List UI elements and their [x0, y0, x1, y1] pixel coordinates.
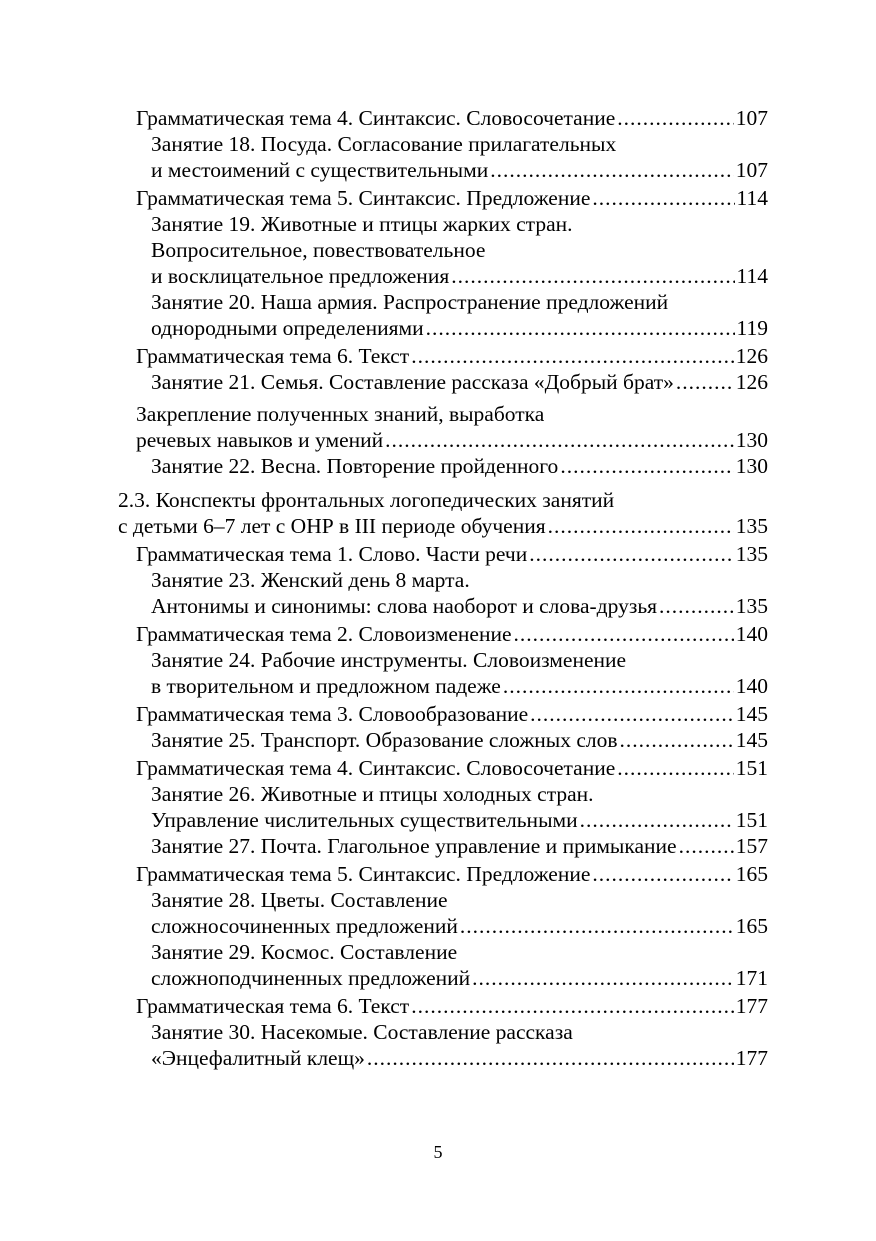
dot-leader — [620, 727, 734, 753]
toc-entry-title-line: и местоимений с существительными — [151, 158, 489, 182]
toc-page-number: 126 — [735, 370, 768, 394]
dot-leader — [548, 513, 734, 539]
dot-leader — [411, 993, 734, 1019]
dot-leader — [472, 965, 734, 991]
dot-leader — [679, 833, 734, 859]
toc-entry-title-line: Грамматическая тема 1. Слово. Части речи — [136, 542, 528, 566]
toc-entry — [136, 185, 768, 211]
dot-leader — [560, 453, 733, 479]
toc-page-number: 130 — [735, 454, 768, 478]
dot-leader — [580, 807, 734, 833]
toc-page-number: 135 — [735, 594, 768, 618]
toc-entry — [151, 781, 768, 833]
toc-entry-title-line: Занятие 23. Женский день 8 марта. — [151, 568, 470, 592]
toc-entry-title-line: Занятие 18. Посуда. Согласование прилагательных — [151, 132, 617, 156]
toc-entry — [151, 833, 768, 859]
toc-page-number: 177 — [735, 994, 768, 1018]
toc-entry — [151, 453, 768, 479]
toc-entry — [136, 993, 768, 1019]
toc-entry-title-line: Занятие 26. Животные и птицы холодных стран. — [151, 782, 594, 806]
dot-leader — [529, 541, 734, 567]
toc-entry — [151, 1019, 768, 1071]
toc-page-number: 107 — [735, 158, 768, 182]
toc-entry-title-line: Грамматическая тема 2. Словоизменение — [136, 622, 512, 646]
toc-entry-title-line: сложносочиненных предложений — [151, 914, 458, 938]
toc-page-number: 145 — [735, 728, 768, 752]
toc-entry-title-line: Занятие 22. Весна. Повторение пройденного — [151, 454, 559, 478]
toc-entry-title-line: Занятие 29. Космос. Составление — [151, 940, 458, 964]
toc-entry-title-line: Занятие 25. Транспорт. Образование сложных слов — [151, 728, 618, 752]
toc-entry-title-line: Занятие 30. Насекомые. Составление рассказа — [151, 1020, 573, 1044]
dot-leader — [592, 861, 733, 887]
toc-entry-title-line: Грамматическая тема 5. Синтаксис. Предложение — [136, 862, 591, 886]
toc-entry — [151, 131, 768, 183]
toc-page-number: 177 — [735, 1046, 768, 1070]
toc-page-number: 140 — [735, 622, 768, 646]
toc-entry — [136, 105, 768, 131]
toc-page-number: 165 — [735, 862, 768, 886]
toc-entry-title-line: Антонимы и синонимы: слова наоборот и слова-друзья — [151, 594, 658, 618]
page-number: 5 — [433, 1142, 443, 1162]
toc-page-number: 151 — [735, 756, 768, 780]
toc-entry — [136, 401, 768, 453]
dot-leader — [503, 673, 734, 699]
toc-page-number: 135 — [735, 514, 768, 538]
toc-entry — [136, 755, 768, 781]
toc-page-number: 135 — [735, 542, 768, 566]
toc-entry-title-line: Грамматическая тема 5. Синтаксис. Предложение — [136, 186, 591, 210]
dot-leader — [426, 315, 735, 341]
dot-leader — [451, 263, 734, 289]
toc-page-number: 165 — [735, 914, 768, 938]
toc-entry-title-line: Грамматическая тема 6. Текст — [136, 994, 410, 1018]
dot-leader — [385, 427, 734, 453]
toc-entry — [151, 289, 768, 341]
dot-leader — [659, 593, 734, 619]
dot-leader — [530, 701, 734, 727]
table-of-contents — [0, 105, 876, 1071]
toc-entry — [151, 887, 768, 939]
toc-entry — [136, 701, 768, 727]
toc-entry-title-line: Занятие 24. Рабочие инструменты. Словоизменение — [151, 648, 627, 672]
toc-entry-title-line: Занятие 27. Почта. Глагольное управление и примыкание — [151, 834, 677, 858]
toc-entry-title-line: Грамматическая тема 4. Синтаксис. Словосочетание — [136, 106, 616, 130]
toc-entry-title-line: речевых навыков и умений — [136, 428, 384, 452]
toc-entry — [151, 567, 768, 619]
toc-entry-title-line: Грамматическая тема 4. Синтаксис. Словосочетание — [136, 756, 616, 780]
toc-entry-title-line: Занятие 21. Семья. Составление рассказа «Добрый брат» — [151, 370, 674, 394]
toc-entry-title-line: Управление числительных существительными — [151, 808, 578, 832]
toc-page-number: 126 — [735, 344, 768, 368]
toc-page-number: 130 — [735, 428, 768, 452]
toc-entry-title-line: Занятие 28. Цветы. Составление — [151, 888, 448, 912]
toc-entry — [136, 541, 768, 567]
toc-page-number: 119 — [736, 316, 768, 340]
toc-entry-title-line: с детьми 6–7 лет с ОНР в III периоде обучения — [118, 514, 546, 538]
toc-entry-title-line: Вопросительное, повествовательное — [151, 238, 486, 262]
dot-leader — [411, 343, 734, 369]
toc-entry-title-line: однородными определениями — [151, 316, 424, 340]
toc-entry — [151, 939, 768, 991]
dot-leader — [367, 1045, 734, 1071]
toc-entry — [151, 369, 768, 395]
dot-leader — [676, 369, 734, 395]
toc-page-number: 114 — [736, 186, 768, 210]
toc-entry-title-line: сложноподчиненных предложений — [151, 966, 471, 990]
toc-entry — [136, 861, 768, 887]
toc-page-number: 171 — [735, 966, 768, 990]
toc-entry-title-line: Грамматическая тема 6. Текст — [136, 344, 410, 368]
dot-leader — [617, 105, 733, 131]
toc-entry — [151, 727, 768, 753]
dot-leader — [514, 621, 734, 647]
toc-page-number: 145 — [735, 702, 768, 726]
toc-entry-title-line: в творительном и предложном падеже — [151, 674, 501, 698]
toc-entry — [136, 343, 768, 369]
dot-leader — [617, 755, 733, 781]
toc-page-number: 151 — [735, 808, 768, 832]
toc-entry-title-line: 2.3. Конспекты фронтальных логопедических занятий — [118, 488, 615, 512]
toc-entry-title-line: «Энцефалитный клещ» — [151, 1046, 365, 1070]
toc-entry-title-line: Занятие 19. Животные и птицы жарких стран. — [151, 212, 573, 236]
toc-entry — [118, 487, 768, 539]
dot-leader — [592, 185, 734, 211]
toc-entry-title-line: Занятие 20. Наша армия. Распространение предложений — [151, 290, 669, 314]
dot-leader — [460, 913, 734, 939]
toc-entry-title-line: и восклицательное предложения — [151, 264, 450, 288]
dot-leader — [490, 157, 734, 183]
toc-entry — [151, 647, 768, 699]
toc-page-number: 114 — [736, 264, 768, 288]
toc-page-number: 140 — [735, 674, 768, 698]
toc-entry-title-line: Грамматическая тема 3. Словообразование — [136, 702, 529, 726]
toc-entry-title-line: Закрепление полученных знаний, выработка — [136, 402, 545, 426]
toc-entry — [136, 621, 768, 647]
toc-entry — [151, 211, 768, 289]
toc-page-number: 107 — [735, 106, 768, 130]
toc-page-number: 157 — [735, 834, 768, 858]
